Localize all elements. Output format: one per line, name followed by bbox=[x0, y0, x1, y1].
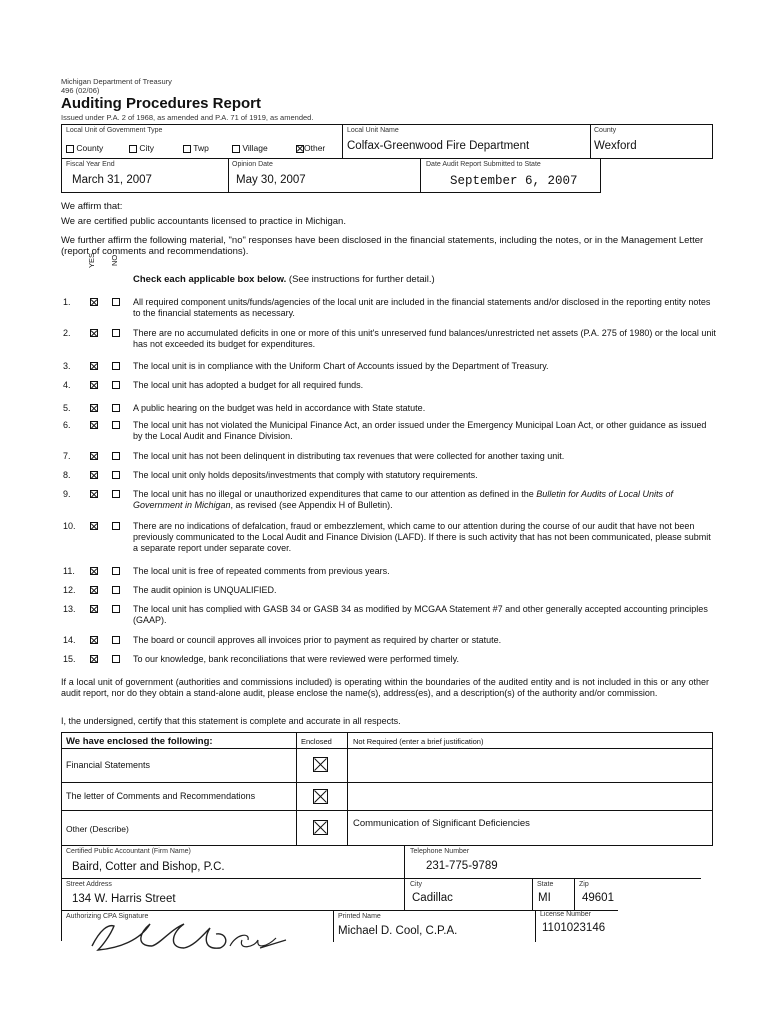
item-5-yes-checkbox[interactable] bbox=[90, 404, 98, 412]
page-title: Auditing Procedures Report bbox=[61, 95, 262, 112]
item-12-yes-checkbox[interactable] bbox=[90, 586, 98, 594]
item-1-yes-checkbox[interactable] bbox=[90, 298, 98, 306]
phone-label: Telephone Number bbox=[410, 848, 470, 855]
cpa-signature bbox=[80, 910, 300, 958]
item-2-yes-checkbox[interactable] bbox=[90, 329, 98, 337]
affirm-line-2: We are certified public accountants licensed to practice in Michigan. bbox=[61, 216, 346, 227]
other-checkbox[interactable] bbox=[296, 145, 304, 153]
submitted-date-label: Date Audit Report Submitted to State bbox=[426, 161, 541, 168]
item-6-yes-checkbox[interactable] bbox=[90, 421, 98, 429]
item-10-yes-checkbox[interactable] bbox=[90, 522, 98, 530]
item-15-yes-checkbox[interactable] bbox=[90, 655, 98, 663]
other-justification[interactable]: Communication of Significant Deficiencies bbox=[353, 818, 530, 829]
unit-type-city[interactable]: City bbox=[129, 143, 154, 153]
printed-name-value[interactable]: Michael D. Cool, C.P.A. bbox=[338, 925, 458, 937]
item-3-yes-checkbox[interactable] bbox=[90, 362, 98, 370]
city-checkbox[interactable] bbox=[129, 145, 137, 153]
enclosed-row-label: Other (Describe) bbox=[66, 824, 129, 834]
affirm-line-1: We affirm that: bbox=[61, 201, 123, 212]
state-label: State bbox=[537, 881, 554, 888]
enclosed-col-header: We have enclosed the following: bbox=[66, 736, 213, 747]
opinion-date-value[interactable]: May 30, 2007 bbox=[236, 174, 306, 186]
signature-label: Authorizing CPA Signature bbox=[66, 913, 149, 920]
street-value[interactable]: 134 W. Harris Street bbox=[72, 893, 176, 905]
unit-type-label: Local Unit of Government Type bbox=[66, 127, 163, 134]
affirm-line-3: We further affirm the following material, "no" responses have been disclosed in the financial statements, including the notes, or in the Management Letter (report of comments and recommendations). bbox=[61, 235, 704, 257]
item-10-no-checkbox[interactable] bbox=[112, 522, 120, 530]
zip-value[interactable]: 49601 bbox=[582, 892, 614, 904]
city-value[interactable]: Cadillac bbox=[412, 892, 453, 904]
form-code: 496 (02/06) bbox=[61, 86, 100, 95]
item-14-no-checkbox[interactable] bbox=[112, 636, 120, 644]
unit-name-value[interactable]: Colfax-Greenwood Fire Department bbox=[347, 140, 530, 152]
issued-under: Issued under P.A. 2 of 1968, as amended and P.A. 71 of 1919, as amended. bbox=[61, 113, 314, 122]
item-8-no-checkbox[interactable] bbox=[112, 471, 120, 479]
item-5-no-checkbox[interactable] bbox=[112, 404, 120, 412]
phone-value[interactable]: 231-775-9789 bbox=[426, 860, 498, 872]
cpa-firm-label: Certified Public Accountant (Firm Name) bbox=[66, 848, 191, 855]
item-4-yes-checkbox[interactable] bbox=[90, 381, 98, 389]
item-14-yes-checkbox[interactable] bbox=[90, 636, 98, 644]
opinion-date-label: Opinion Date bbox=[232, 161, 273, 168]
village-checkbox[interactable] bbox=[232, 145, 240, 153]
certify-statement: I, the undersigned, certify that this statement is complete and accurate in all respects. bbox=[61, 716, 401, 726]
license-label: License Number bbox=[540, 911, 591, 918]
county-checkbox[interactable] bbox=[66, 145, 74, 153]
city-label: City bbox=[410, 881, 423, 888]
state-value[interactable]: MI bbox=[538, 892, 551, 904]
submitted-date-value[interactable]: September 6, 2007 bbox=[450, 174, 578, 188]
enclosed-row-label: Financial Statements bbox=[66, 760, 151, 770]
letter-comments-enclosed-checkbox[interactable] bbox=[313, 789, 328, 809]
item-7-no-checkbox[interactable] bbox=[112, 452, 120, 460]
county-value[interactable]: Wexford bbox=[594, 140, 637, 152]
item-1-no-checkbox[interactable] bbox=[112, 298, 120, 306]
no-column-label: NO bbox=[110, 254, 119, 266]
twp-checkbox[interactable] bbox=[183, 145, 191, 153]
item-11-yes-checkbox[interactable] bbox=[90, 567, 98, 575]
item-13-no-checkbox[interactable] bbox=[112, 605, 120, 613]
item-8-yes-checkbox[interactable] bbox=[90, 471, 98, 479]
county-label: County bbox=[594, 127, 617, 134]
item-9-no-checkbox[interactable] bbox=[112, 490, 120, 498]
item-6-no-checkbox[interactable] bbox=[112, 421, 120, 429]
enclosed-row-label: The letter of Comments and Recommendations bbox=[66, 791, 256, 801]
item-12-no-checkbox[interactable] bbox=[112, 586, 120, 594]
unit-type-other[interactable]: Other bbox=[296, 143, 325, 153]
item-9-yes-checkbox[interactable] bbox=[90, 490, 98, 498]
unit-type-village[interactable]: Village bbox=[232, 143, 268, 153]
item-13-yes-checkbox[interactable] bbox=[90, 605, 98, 613]
fiscal-year-value[interactable]: March 31, 2007 bbox=[72, 174, 152, 186]
item-15-no-checkbox[interactable] bbox=[112, 655, 120, 663]
unit-type-county[interactable]: County bbox=[66, 143, 103, 153]
item-2-no-checkbox[interactable] bbox=[112, 329, 120, 337]
zip-label: Zip bbox=[579, 881, 589, 888]
license-value[interactable]: 1101023146 bbox=[542, 922, 606, 934]
printed-name-label: Printed Name bbox=[338, 913, 381, 920]
item-11-no-checkbox[interactable] bbox=[112, 567, 120, 575]
item-7-yes-checkbox[interactable] bbox=[90, 452, 98, 460]
not-required-col-header: Not Required (enter a brief justification) bbox=[353, 737, 484, 746]
unit-type-twp[interactable]: Twp bbox=[183, 143, 209, 153]
other-enclosed-checkbox[interactable] bbox=[313, 820, 328, 840]
enclosed-checkbox-col-header: Enclosed bbox=[301, 737, 332, 746]
checklist-heading: Check each applicable box below. (See instructions for further detail.) bbox=[133, 274, 435, 285]
item-3-no-checkbox[interactable] bbox=[112, 362, 120, 370]
fiscal-year-label: Fiscal Year End bbox=[66, 161, 115, 168]
authority-paragraph: If a local unit of government (authorities and commissions included) is operating within the boundaries of the audited entity and is not included in this or any other audit report, nor do they obtain a stand-alone audit, please enclose the name(s), address(es), and a description(s) of the authority and/or commission. bbox=[61, 677, 709, 698]
unit-name-label: Local Unit Name bbox=[347, 127, 399, 134]
agency-name: Michigan Department of Treasury bbox=[61, 77, 172, 86]
financial-statements-enclosed-checkbox[interactable] bbox=[313, 757, 328, 777]
street-label: Street Address bbox=[66, 881, 112, 888]
item-4-no-checkbox[interactable] bbox=[112, 381, 120, 389]
yes-column-label: YES bbox=[87, 252, 96, 268]
cpa-firm-value[interactable]: Baird, Cotter and Bishop, P.C. bbox=[72, 861, 225, 873]
